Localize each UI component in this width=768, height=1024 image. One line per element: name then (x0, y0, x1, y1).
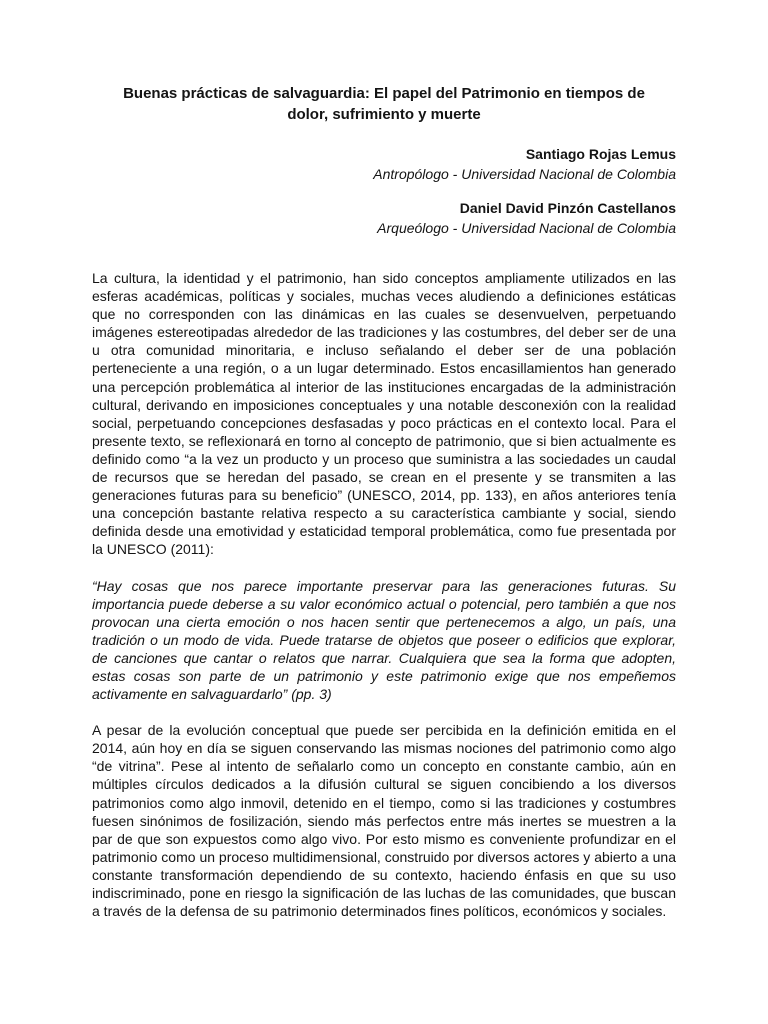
block-quote: “Hay cosas que nos parece importante preservar para las generaciones futuras. Su importancia puede deberse a su valor económico actual o potencial, pero también a que nos provocan una cierta emoción o nos hacen sentir que pertenecemos a algo, un país, una tradición o un modo de vida. Puede tratarse de objetos que poseer o edificios que explorar, de canciones que cantar o relatos que narrar. Cualquiera que sea la forma que adopten, estas cosas son parte de un patrimonio y este patrimonio exige que nos empeñemos activamente en salvaguardarlo” (pp. 3) (92, 577, 676, 703)
author-block (92, 144, 676, 184)
body-paragraph: A pesar de la evolución conceptual que puede ser percibida en la definición emitida en el 2014, aún hoy en día se siguen conservando las mismas nociones del patrimonio como algo “de vitrina”. Pese al intento de señalarlo como un concepto en constante cambio, aún en múltiples círculos dedicados a la difusión cultural se siguen concibiendo a los diversos patrimonios como algo inmovil, detenido en el tiempo, como si las tradiciones y costumbres fuesen sinónimos de fosilización, siendo más perfectos entre más inertes se muestren a la par de que son expuestos como algo vivo. Por esto mismo es conveniente profundizar en el patrimonio como un proceso multidimensional, construido por diversos actores y abierto a una constante transformación dependiendo de su contexto, haciendo énfasis en que su uso indiscriminado, pone en riesgo la significación de las luchas de las comunidades, que buscan a través de la defensa de su patrimonio determinados fines políticos, económicos y sociales. (92, 722, 676, 920)
author-affiliation: Arqueólogo - Universidad Nacional de Colombia (377, 220, 676, 236)
body-paragraph: La cultura, la identidad y el patrimonio, han sido conceptos ampliamente utilizados en las esferas académicas, políticas y sociales, muchas veces aludiendo a definiciones estáticas que no corresponden con las dinámicas en las cuales se desenvuelven, perpetuando imágenes estereotipadas alrededor de las tradiciones y las costumbres, del deber ser de una u otra comunidad minoritaria, e incluso señalando el deber ser de una población perteneciente a una región, o a un lugar determinado. Estos encasillamientos han generado una percepción problemática al interior de las instituciones encargadas de la administración cultural, derivando en imposiciones conceptuales y una notable desconexión con la realidad social, perpetuando concepciones desfasadas y poco prácticas en el contexto local. Para el presente texto, se reflexionará en torno al concepto de patrimonio, que si bien actualmente es definido como “a la vez un producto y un proceso que suministra a las sociedades un caudal de recursos que se heredan del pasado, se crean en el presente y se transmiten a las generaciones futuras para su beneficio” (UNESCO, 2014, pp. 133), en años anteriores tenía una concepción bastante relativa respecto a su característica cambiante y social, siendo definida desde una emotividad y estaticidad temporal problemática, como fue presentada por la UNESCO (2011): (92, 270, 676, 558)
author-name: Daniel David Pinzón Castellanos (459, 200, 676, 216)
author-affiliation: Antropólogo - Universidad Nacional de Colombia (373, 166, 676, 182)
author-list (92, 144, 676, 238)
author-name: Santiago Rojas Lemus (525, 146, 676, 162)
document-title: Buenas prácticas de salvaguardia: El papel del Patrimonio en tiempos de dolor, sufrimiento y muerte (123, 85, 645, 123)
document-page (92, 83, 676, 920)
author-block (92, 198, 676, 238)
